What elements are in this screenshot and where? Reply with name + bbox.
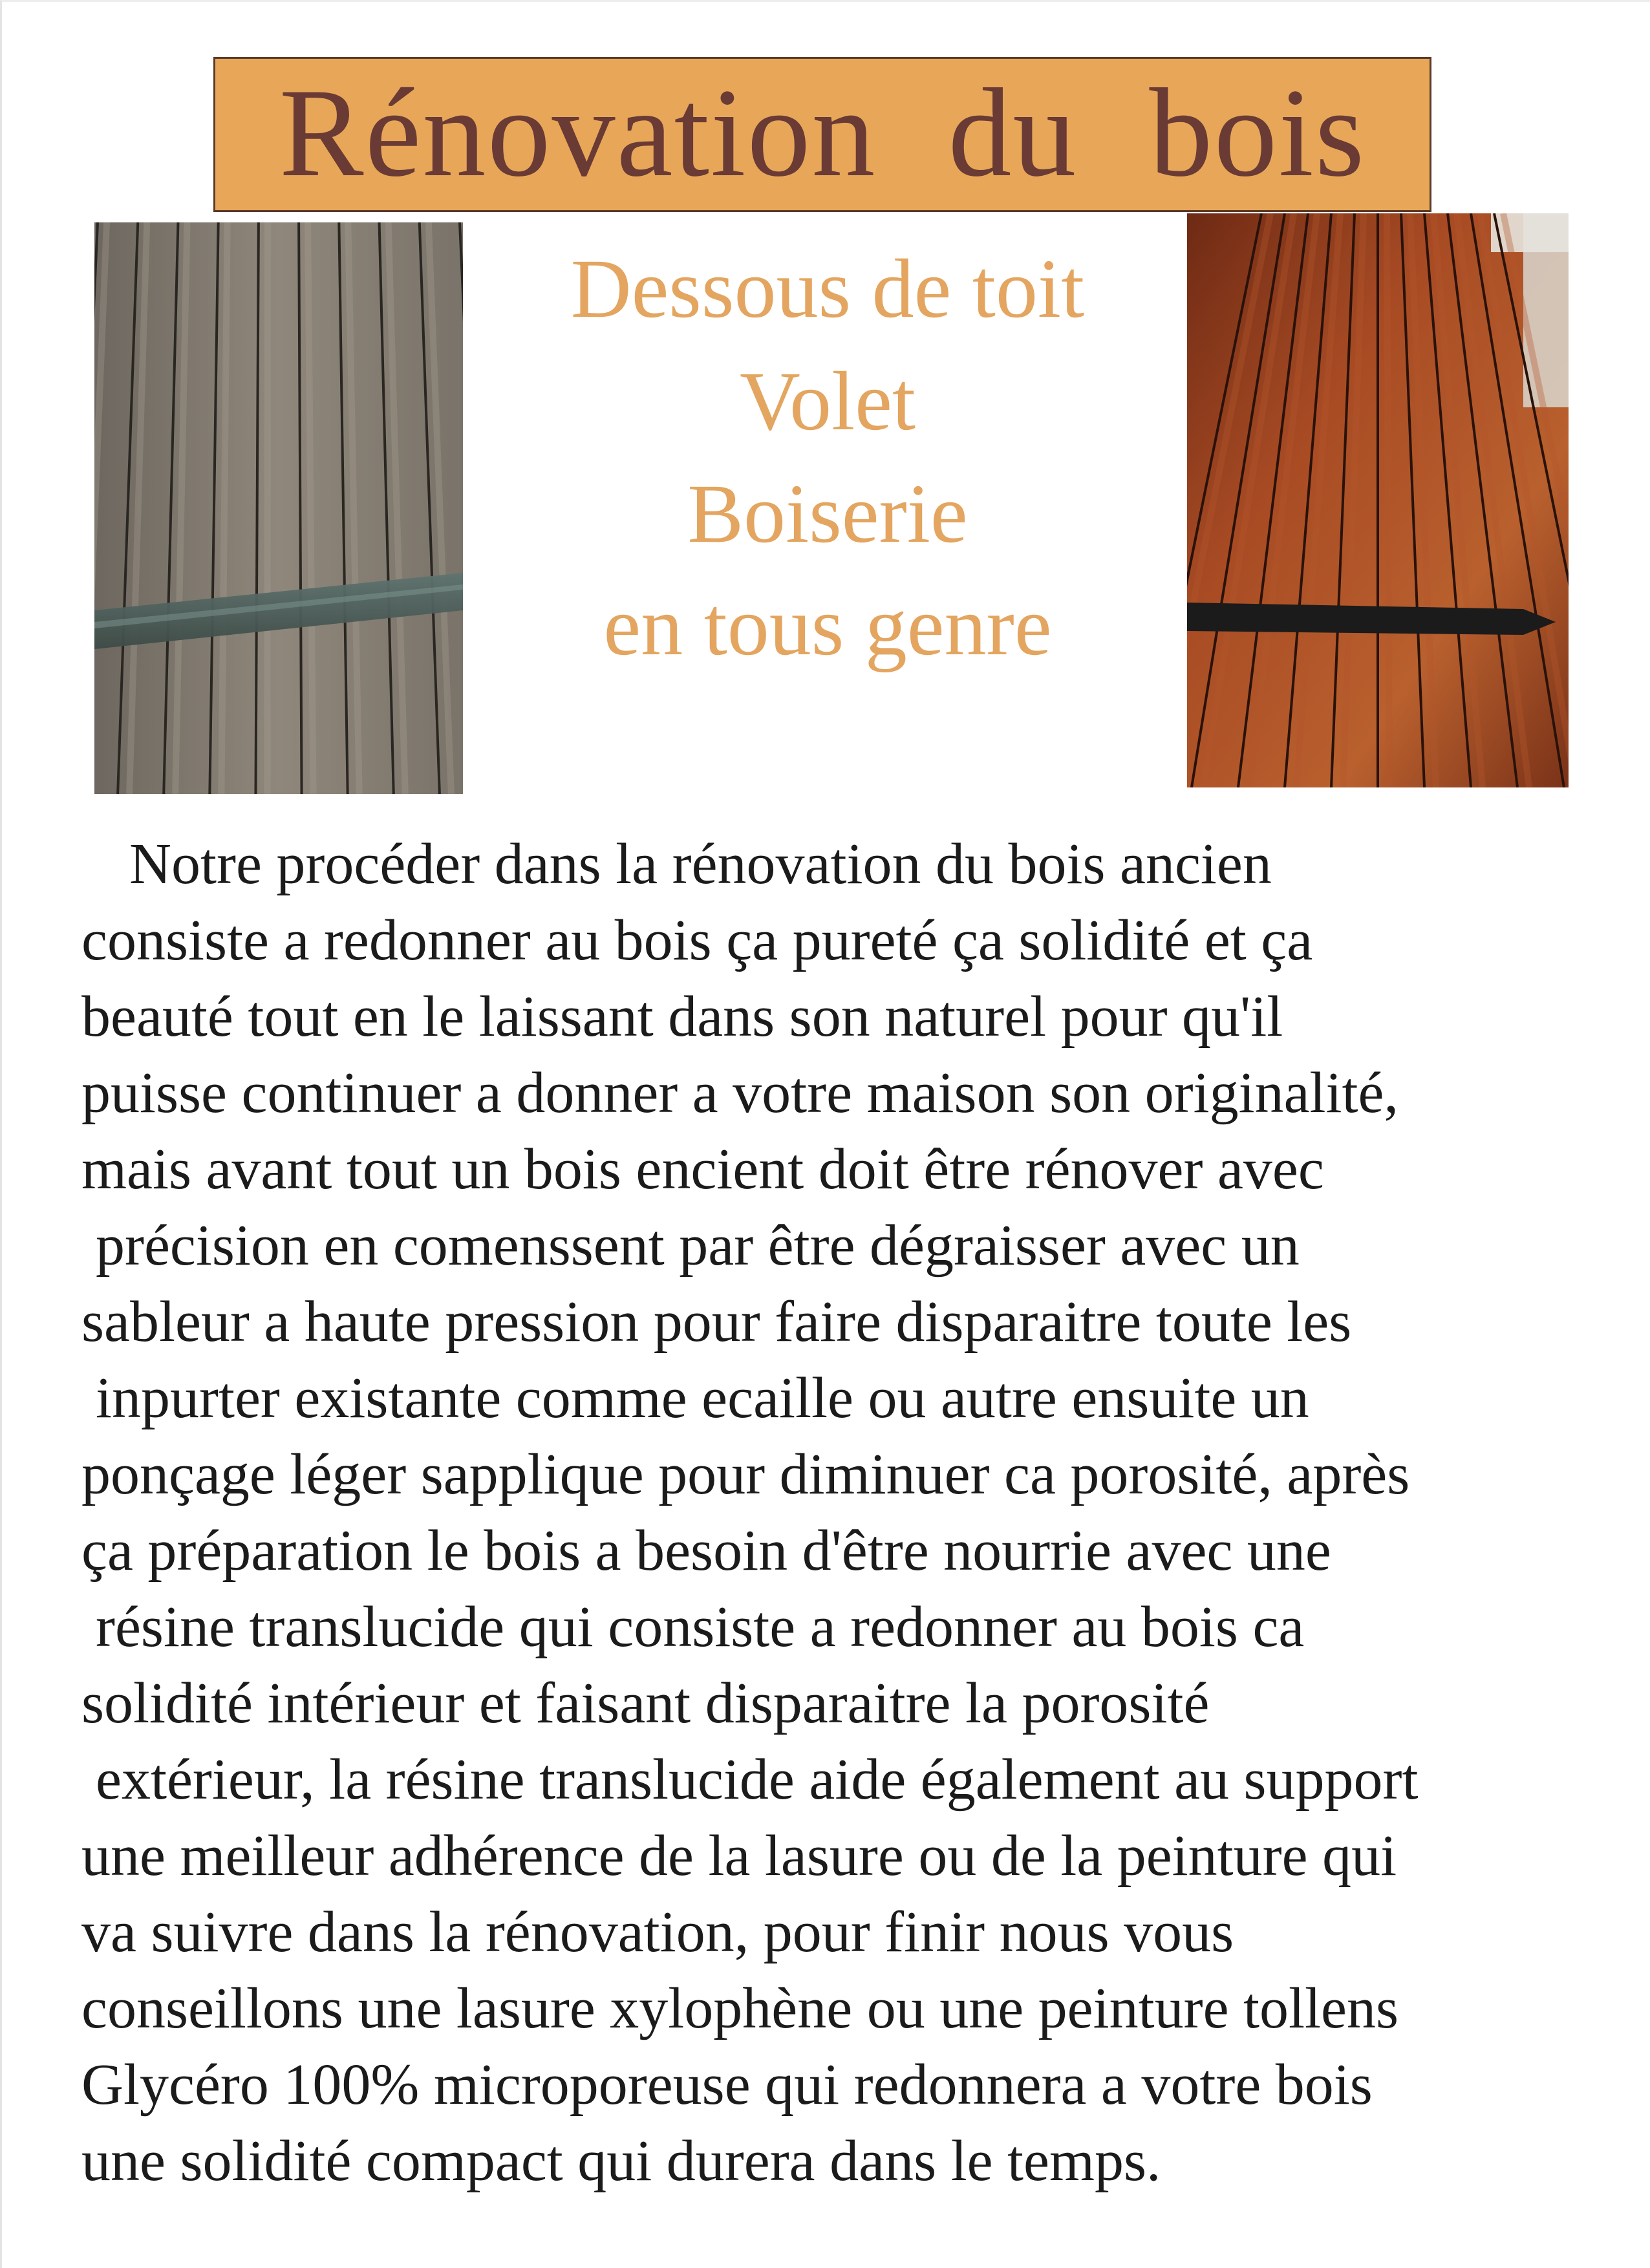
page-title: Rénovation du bois <box>279 63 1366 203</box>
plank-highlight <box>1387 213 1389 787</box>
paragraph-line: une meilleur adhérence de la lasure ou de la peinture qui <box>81 1824 1397 1888</box>
paragraph-line: ça préparation le bois a besoin d'être nourrie avec une <box>81 1519 1331 1583</box>
description-paragraph <box>81 826 1588 2199</box>
weathered-wood-image <box>94 222 463 794</box>
paragraph-line: va suivre dans la rénovation, pour finir nous vous <box>81 1900 1234 1964</box>
paragraph-line: solidité intérieur et faisant disparaitre la porosité <box>81 1671 1210 1735</box>
service-item: Volet <box>739 355 916 448</box>
paragraph-line: conseillons une lasure xylophène ou une peinture tollens <box>81 1976 1398 2040</box>
service-item: Dessous de toit <box>570 242 1085 336</box>
paragraph-line: résine translucide qui consiste a redonner au bois ca <box>96 1595 1305 1659</box>
paragraph-line: puisse continuer a donner a votre maison son originalité, <box>81 1061 1398 1125</box>
paragraph-line: consiste a redonner au bois ça pureté ça solidité et ça <box>81 908 1313 972</box>
paragraph-line: précision en comenssent par être dégraisser avec un <box>96 1214 1300 1278</box>
title-banner <box>213 57 1431 212</box>
service-list <box>478 233 1177 683</box>
renovated-wood-image <box>1187 213 1569 787</box>
service-item: en tous genre <box>603 580 1052 673</box>
paragraph-line: Notre procéder dans la rénovation du bois ancien <box>129 832 1272 896</box>
paragraph-line: inpurter existante comme ecaille ou autre ensuite un <box>96 1366 1309 1430</box>
paragraph-line: sableur a haute pression pour faire disparaitre toute les <box>81 1290 1352 1354</box>
paragraph-line: Glycéro 100% microporeuse qui redonnera a votre bois <box>81 2053 1373 2117</box>
photo-before-renovation <box>94 222 463 794</box>
paragraph-line: ponçage léger sapplique pour diminuer ca porosité, après <box>81 1442 1410 1506</box>
paragraph-line: beauté tout en le laissant dans son naturel pour qu'il <box>81 985 1283 1049</box>
photo-after-renovation <box>1187 213 1569 787</box>
paragraph-line: une solidité compact qui durera dans le temps. <box>81 2129 1161 2193</box>
paragraph-line: mais avant tout un bois encient doit être rénover avec <box>81 1137 1324 1201</box>
paragraph-line: extérieur, la résine translucide aide également au support <box>96 1748 1419 1812</box>
service-item: Boiserie <box>687 467 968 561</box>
